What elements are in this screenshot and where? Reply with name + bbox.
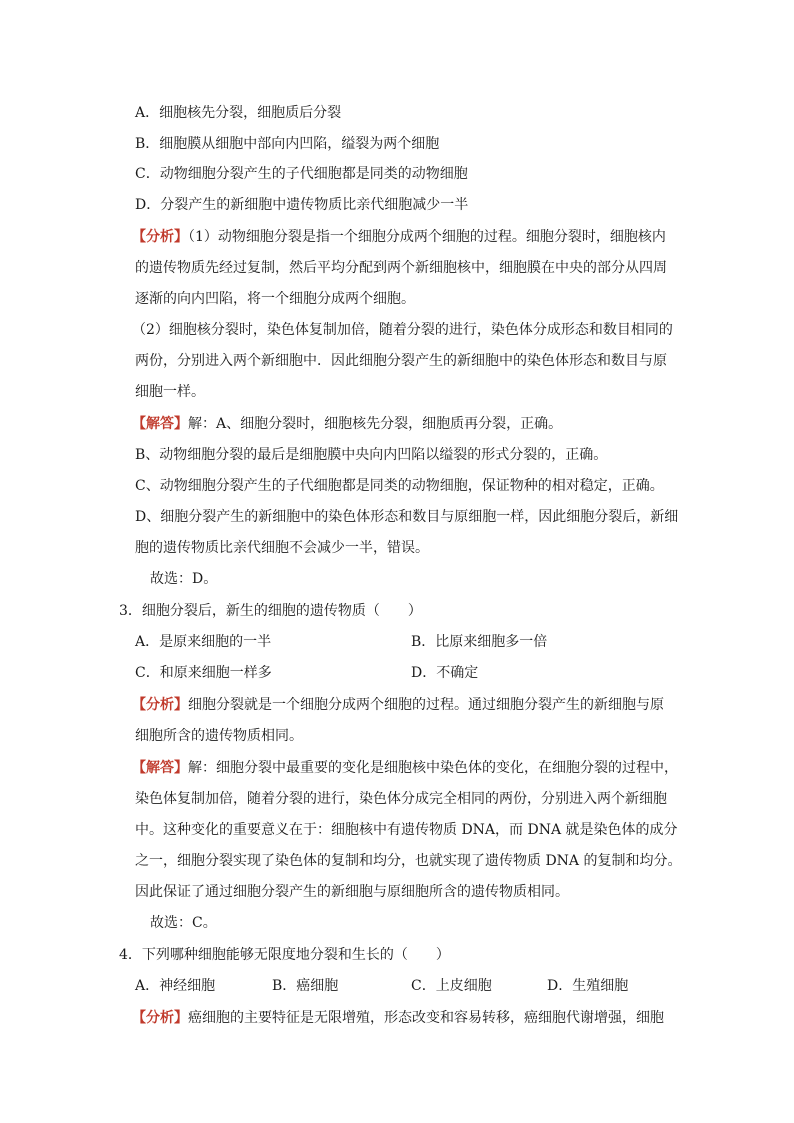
q4-option-d: D．生殖细胞 <box>547 978 629 994</box>
q4-stem: 4．下列哪种细胞能够无限度地分裂和生长的（ ） <box>119 947 450 963</box>
q2-answer-line: D、细胞分裂产生的新细胞中的染色体形态和数目与原细胞一样，因此细胞分裂后，新细 <box>135 509 679 525</box>
q4-option-c: C．上皮细胞 <box>411 978 492 994</box>
answer-tag: 【解答】 <box>132 760 188 776</box>
q2-analysis-line: 两份，分别进入两个新细胞中．因此细胞分裂产生的新细胞中的染色体形态和数目与原 <box>135 353 667 369</box>
q3-choice: 故选：C。 <box>150 915 217 931</box>
q3-analysis-text: 细胞分裂就是一个细胞分成两个细胞的过程。通过细胞分裂产生的新细胞与原 <box>188 697 664 713</box>
q4-option-a: A．神经细胞 <box>135 978 216 994</box>
q2-option-b: B．细胞膜从细胞中部向内凹陷，缢裂为两个细胞 <box>135 136 440 152</box>
q2-option-c: C．动物细胞分裂产生的子代细胞都是同类的动物细胞 <box>135 166 468 182</box>
answer-tag: 【解答】 <box>132 416 188 432</box>
q3-answer-line: 因此保证了通过细胞分裂产生的新细胞与原细胞所含的遗传物质相同。 <box>135 884 569 900</box>
q2-option-d: D．分裂产生的新细胞中遗传物质比亲代细胞减少一半 <box>135 197 469 213</box>
q2-answer-line: 胞的遗传物质比亲代细胞不会减少一半，错误。 <box>135 540 429 556</box>
q2-analysis-line: （2）细胞核分裂时，染色体复制加倍，随着分裂的进行，染色体分成形态和数目相同的 <box>132 322 673 338</box>
q2-answer-line <box>132 414 562 434</box>
q2-answer-line: C、动物细胞分裂产生的子代细胞都是同类的动物细胞，保证物种的相对稳定，正确。 <box>135 478 664 494</box>
q2-analysis-text: （1）动物细胞分裂是指一个细胞分成两个细胞的过程。细胞分裂时，细胞核内 <box>188 229 666 245</box>
q3-answer-line: 之一，细胞分裂实现了染色体的复制和均分，也就实现了遗传物质 DNA 的复制和均分。 <box>135 853 682 869</box>
q2-analysis-line: 的遗传物质先经过复制，然后平均分配到两个新细胞核中，细胞膜在中央的部分从四周 <box>135 260 667 276</box>
q3-option-b: B．比原来细胞多一倍 <box>411 634 548 650</box>
q3-analysis-line: 细胞所含的遗传物质相同。 <box>135 728 303 744</box>
q2-option-a: A．细胞核先分裂，细胞质后分裂 <box>135 105 342 121</box>
q4-option-b: B．癌细胞 <box>272 978 339 994</box>
q2-answer-text: 解：A、细胞分裂时，细胞核先分裂，细胞质再分裂，正确。 <box>188 416 563 432</box>
analysis-tag: 【分析】 <box>132 697 188 713</box>
q3-answer-line <box>132 758 678 778</box>
q3-option-c: C．和原来细胞一样多 <box>135 665 272 681</box>
q3-option-a: A．是原来细胞的一半 <box>135 634 272 650</box>
q2-choice: 故选：D。 <box>150 571 218 587</box>
analysis-tag: 【分析】 <box>132 229 188 245</box>
q2-analysis-line <box>132 227 666 247</box>
q4-analysis-text: 癌细胞的主要特征是无限增殖，形态改变和容易转移，癌细胞代谢增强，细胞 <box>188 1010 664 1026</box>
q3-answer-text: 解：细胞分裂中最重要的变化是细胞核中染色体的变化，在细胞分裂的过程中， <box>188 760 678 776</box>
q2-answer-line: B、动物细胞分裂的最后是细胞膜中央向内凹陷以缢裂的形式分裂的，正确。 <box>135 447 608 463</box>
q3-option-d: D．不确定 <box>411 665 479 681</box>
q2-analysis-line: 逐渐的向内凹陷，将一个细胞分成两个细胞。 <box>135 291 415 307</box>
q2-analysis-line: 细胞一样。 <box>135 384 205 400</box>
q3-answer-line: 中。这种变化的重要意义在于：细胞核中有遗传物质 DNA，而 DNA 就是染色体的成分 <box>135 822 678 838</box>
q3-answer-line: 染色体复制加倍，随着分裂的进行，染色体分成完全相同的两份，分别进入两个新细胞 <box>135 791 667 807</box>
analysis-tag: 【分析】 <box>132 1010 188 1026</box>
q4-analysis-line <box>132 1008 664 1028</box>
q3-analysis-line <box>132 695 664 715</box>
q3-stem: 3．细胞分裂后，新生的细胞的遗传物质（ ） <box>119 603 422 619</box>
